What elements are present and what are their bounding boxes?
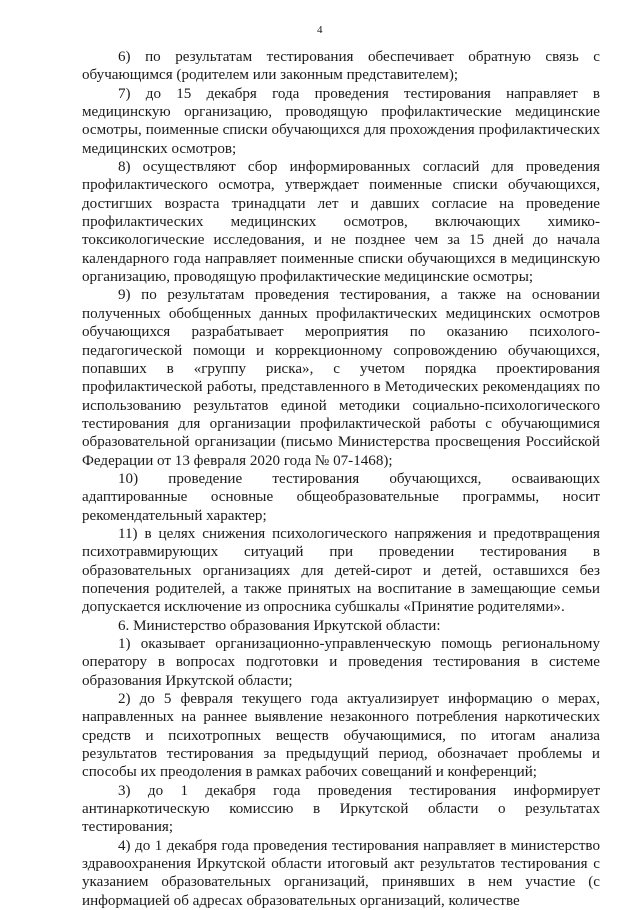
document-body [82,48,600,910]
paragraph-item-7: 7) до 15 декабря года проведения тестирования направляет в медицинскую организацию, проводящую профилактические медицинские осмотры, поименные списки обучающихся для прохождения профилактических медицинских осмотров; [82,85,600,157]
section-heading-6: 6. Министерство образования Иркутской области: [118,617,441,634]
page-number: 4 [317,24,323,36]
paragraph-item-11: 11) в целях снижения психологического напряжения и предотвращения психотравмирующих ситуаций при проведении тестирования в образовательных организациях для детей-сирот и детей, оставшихся без попечения родителей, а также принятых на воспитание в замещающие семьи допускается исключение из опросника субшкалы «Принятие родителями». [82,525,600,616]
paragraph-item-6: 6) по результатам тестирования обеспечивает обратную связь с обучающимся (родителем или законным представителем); [82,49,600,84]
paragraph-item-10: 10) проведение тестирования обучающихся, осваивающих адаптированные основные общеобразовательные программы, носит рекомендательный характер; [82,470,600,524]
paragraph-item-9: 9) по результатам проведения тестирования, а также на основании полученных обобщенных данных профилактических медицинских осмотров обучающихся разрабатывает мероприятия по оказанию психолого-педагогической помощи и коррекционному сопровождению обучающихся, попавших в «группу риска», с учетом порядка проектирования профилактической работы, представленного в Методических рекомендациях по использованию результатов единой методики социально-психологического тестирования для организации профилактической работы с обучающимися образовательной организации (письмо Министерства просвещения Российской Федерации от 13 февраля 2020 года № 07-1468); [82,287,600,469]
paragraph-item-6-2: 2) до 5 февраля текущего года актуализирует информацию о мерах, направленных на раннее выявление незаконного потребления наркотических средств и психотропных веществ обучающимися, по итогам анализа результатов тестирования за предыдущий период, обозначает проблемы и способы их преодоления в рамках рабочих совещаний и конференций; [82,691,600,781]
paragraph-item-8: 8) осуществляют сбор информированных согласий для проведения профилактического осмотра, утверждает поименные списки обучающихся, достигших возраста тринадцати лет и давших согласие на проведение профилактических медицинских осмотров, включающих химико-токсикологические исследования, и не позднее чем за 15 дней до начала календарного года направляет поименные списки обучающихся в медицинскую организацию, проводящую профилактические медицинские осмотры; [82,159,600,286]
paragraph-item-6-1: 1) оказывает организационно-управленческую помощь региональному оператору в вопросах подготовки и проведения тестирования в системе образования Иркутской области; [82,636,600,689]
paragraph-item-6-4: 4) до 1 декабря года проведения тестирования направляет в министерство здравоохранения Иркутской области итоговый акт результатов тестирования с указанием образовательных организаций, принявших в нем участие (с информацией об адресах образовательных организаций, количестве [82,837,600,909]
paragraph-item-6-3: 3) до 1 декабря года проведения тестирования информирует антинаркотическую комиссию в Иркутской области о результатах тестирования; [82,782,600,836]
